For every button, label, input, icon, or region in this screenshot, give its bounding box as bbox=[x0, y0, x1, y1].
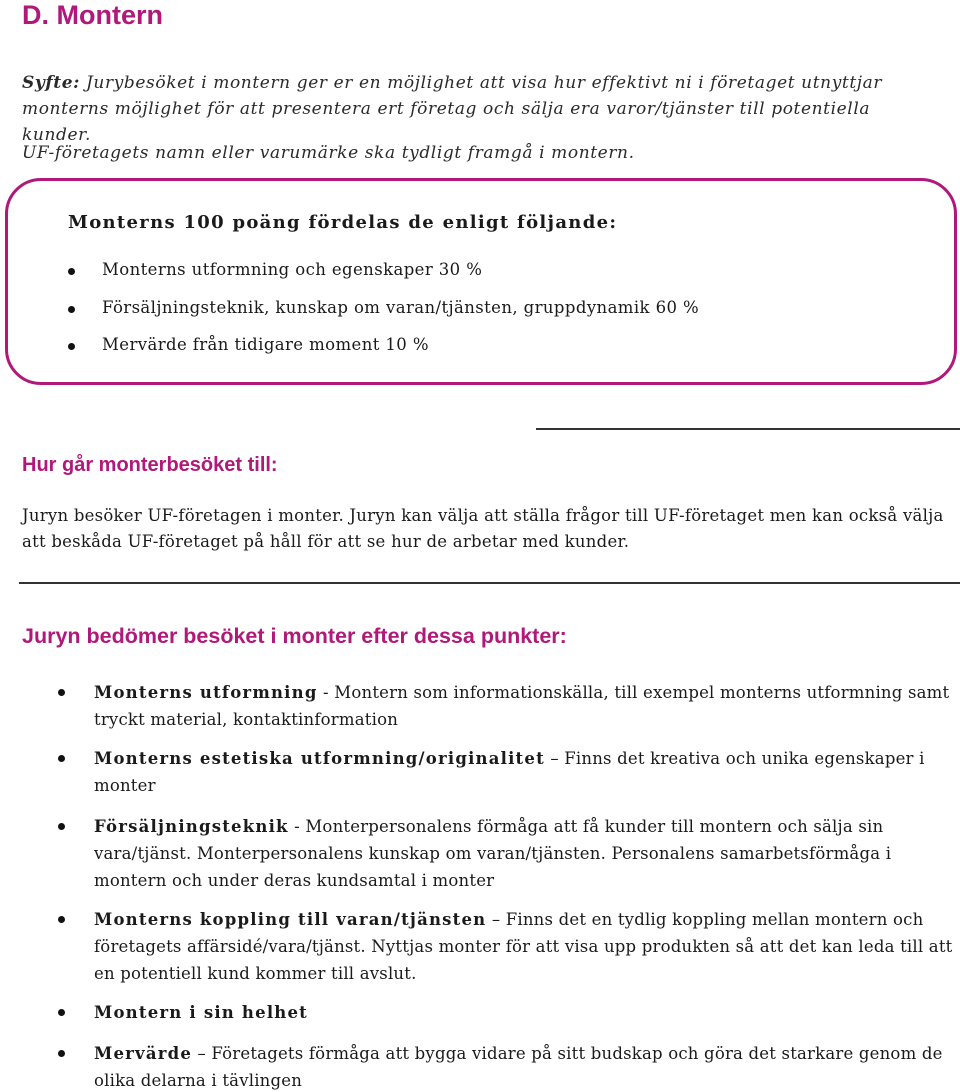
criteria-item bbox=[58, 745, 953, 799]
criteria-heading: Juryn bedömer besöket i monter efter dessa punkter: bbox=[22, 624, 567, 648]
criteria-desc: – Företagets förmåga att bygga vidare på sitt budskap och göra det starkare genom de olika delarna i tävlingen bbox=[94, 1044, 943, 1090]
divider bbox=[19, 582, 960, 584]
criteria-item bbox=[58, 679, 953, 733]
criteria-item bbox=[58, 999, 953, 1026]
criteria-item bbox=[58, 813, 953, 894]
criteria-term: Montern i sin helhet bbox=[94, 1003, 309, 1022]
criteria-desc: – Finns det en tydlig koppling mellan montern och företagets affärsidé/vara/tjänst. Nyttjas monter för att visa upp produkten så att det kan leda till att en potentiell kund kommer till avslut. bbox=[94, 910, 953, 983]
points-list bbox=[68, 260, 699, 373]
criteria-item bbox=[58, 1040, 953, 1092]
points-item-text: Monterns utformning och egenskaper 30 % bbox=[102, 260, 483, 279]
bullet-icon bbox=[58, 916, 65, 923]
bullet-icon bbox=[68, 268, 75, 275]
bullet-icon bbox=[68, 343, 75, 350]
purpose-label: Syfte: bbox=[22, 73, 81, 93]
points-item bbox=[68, 335, 699, 373]
divider bbox=[536, 428, 960, 430]
bullet-icon bbox=[58, 823, 65, 830]
criteria-item bbox=[58, 906, 953, 987]
bullet-icon bbox=[68, 306, 75, 313]
visit-heading: Hur går monterbesöket till: bbox=[22, 454, 278, 476]
visit-text: Juryn besöker UF-företagen i monter. Juryn kan välja att ställa frågor till UF-företaget men kan också välja att beskåda UF-företaget på håll för att se hur de arbetar med kunder. bbox=[22, 506, 944, 551]
purpose-brand-note: UF-företagets namn eller varumärke ska tydligt framgå i montern. bbox=[22, 143, 635, 163]
bullet-icon bbox=[58, 689, 65, 696]
criteria-desc: – Finns det kreativa och unika egenskaper i monter bbox=[94, 749, 925, 795]
criteria-term: Försäljningsteknik bbox=[94, 817, 289, 836]
bullet-icon bbox=[58, 1050, 65, 1057]
criteria-term: Mervärde bbox=[94, 1044, 193, 1063]
criteria-term: Monterns utformning bbox=[94, 683, 318, 702]
section-heading: D. Montern bbox=[22, 0, 163, 30]
criteria-desc: - Montern som informationskälla, till exempel monterns utformning samt tryckt material, kontaktinformation bbox=[94, 683, 950, 729]
points-box-title: Monterns 100 poäng fördelas de enligt följande: bbox=[68, 212, 618, 233]
criteria-term: Monterns koppling till varan/tjänsten bbox=[94, 910, 487, 929]
criteria-term: Monterns estetiska utformning/originalitet bbox=[94, 749, 545, 768]
points-item bbox=[68, 260, 699, 298]
points-item-text: Försäljningsteknik, kunskap om varan/tjänsten, gruppdynamik 60 % bbox=[102, 297, 700, 317]
criteria-desc: - Monterpersonalens förmåga att få kunder till montern och sälja sin vara/tjänst. Monterpersonalens kunskap om varan/tjänsten. Personalens samarbetsförmåga i montern och under deras kundsamtal i monter bbox=[94, 817, 892, 890]
points-item-text: Mervärde från tidigare moment 10 % bbox=[102, 335, 429, 354]
bullet-icon bbox=[58, 755, 65, 762]
purpose-text: Jurybesöket i montern ger er en möjlighet att visa hur effektivt ni i företaget utnyttjar monterns möjlighet för att presentera ert företag och sälja era varor/tjänster till potentiella kunder. bbox=[22, 73, 883, 145]
purpose-paragraph bbox=[22, 70, 942, 148]
points-item bbox=[68, 298, 699, 336]
bullet-icon bbox=[58, 1009, 65, 1016]
